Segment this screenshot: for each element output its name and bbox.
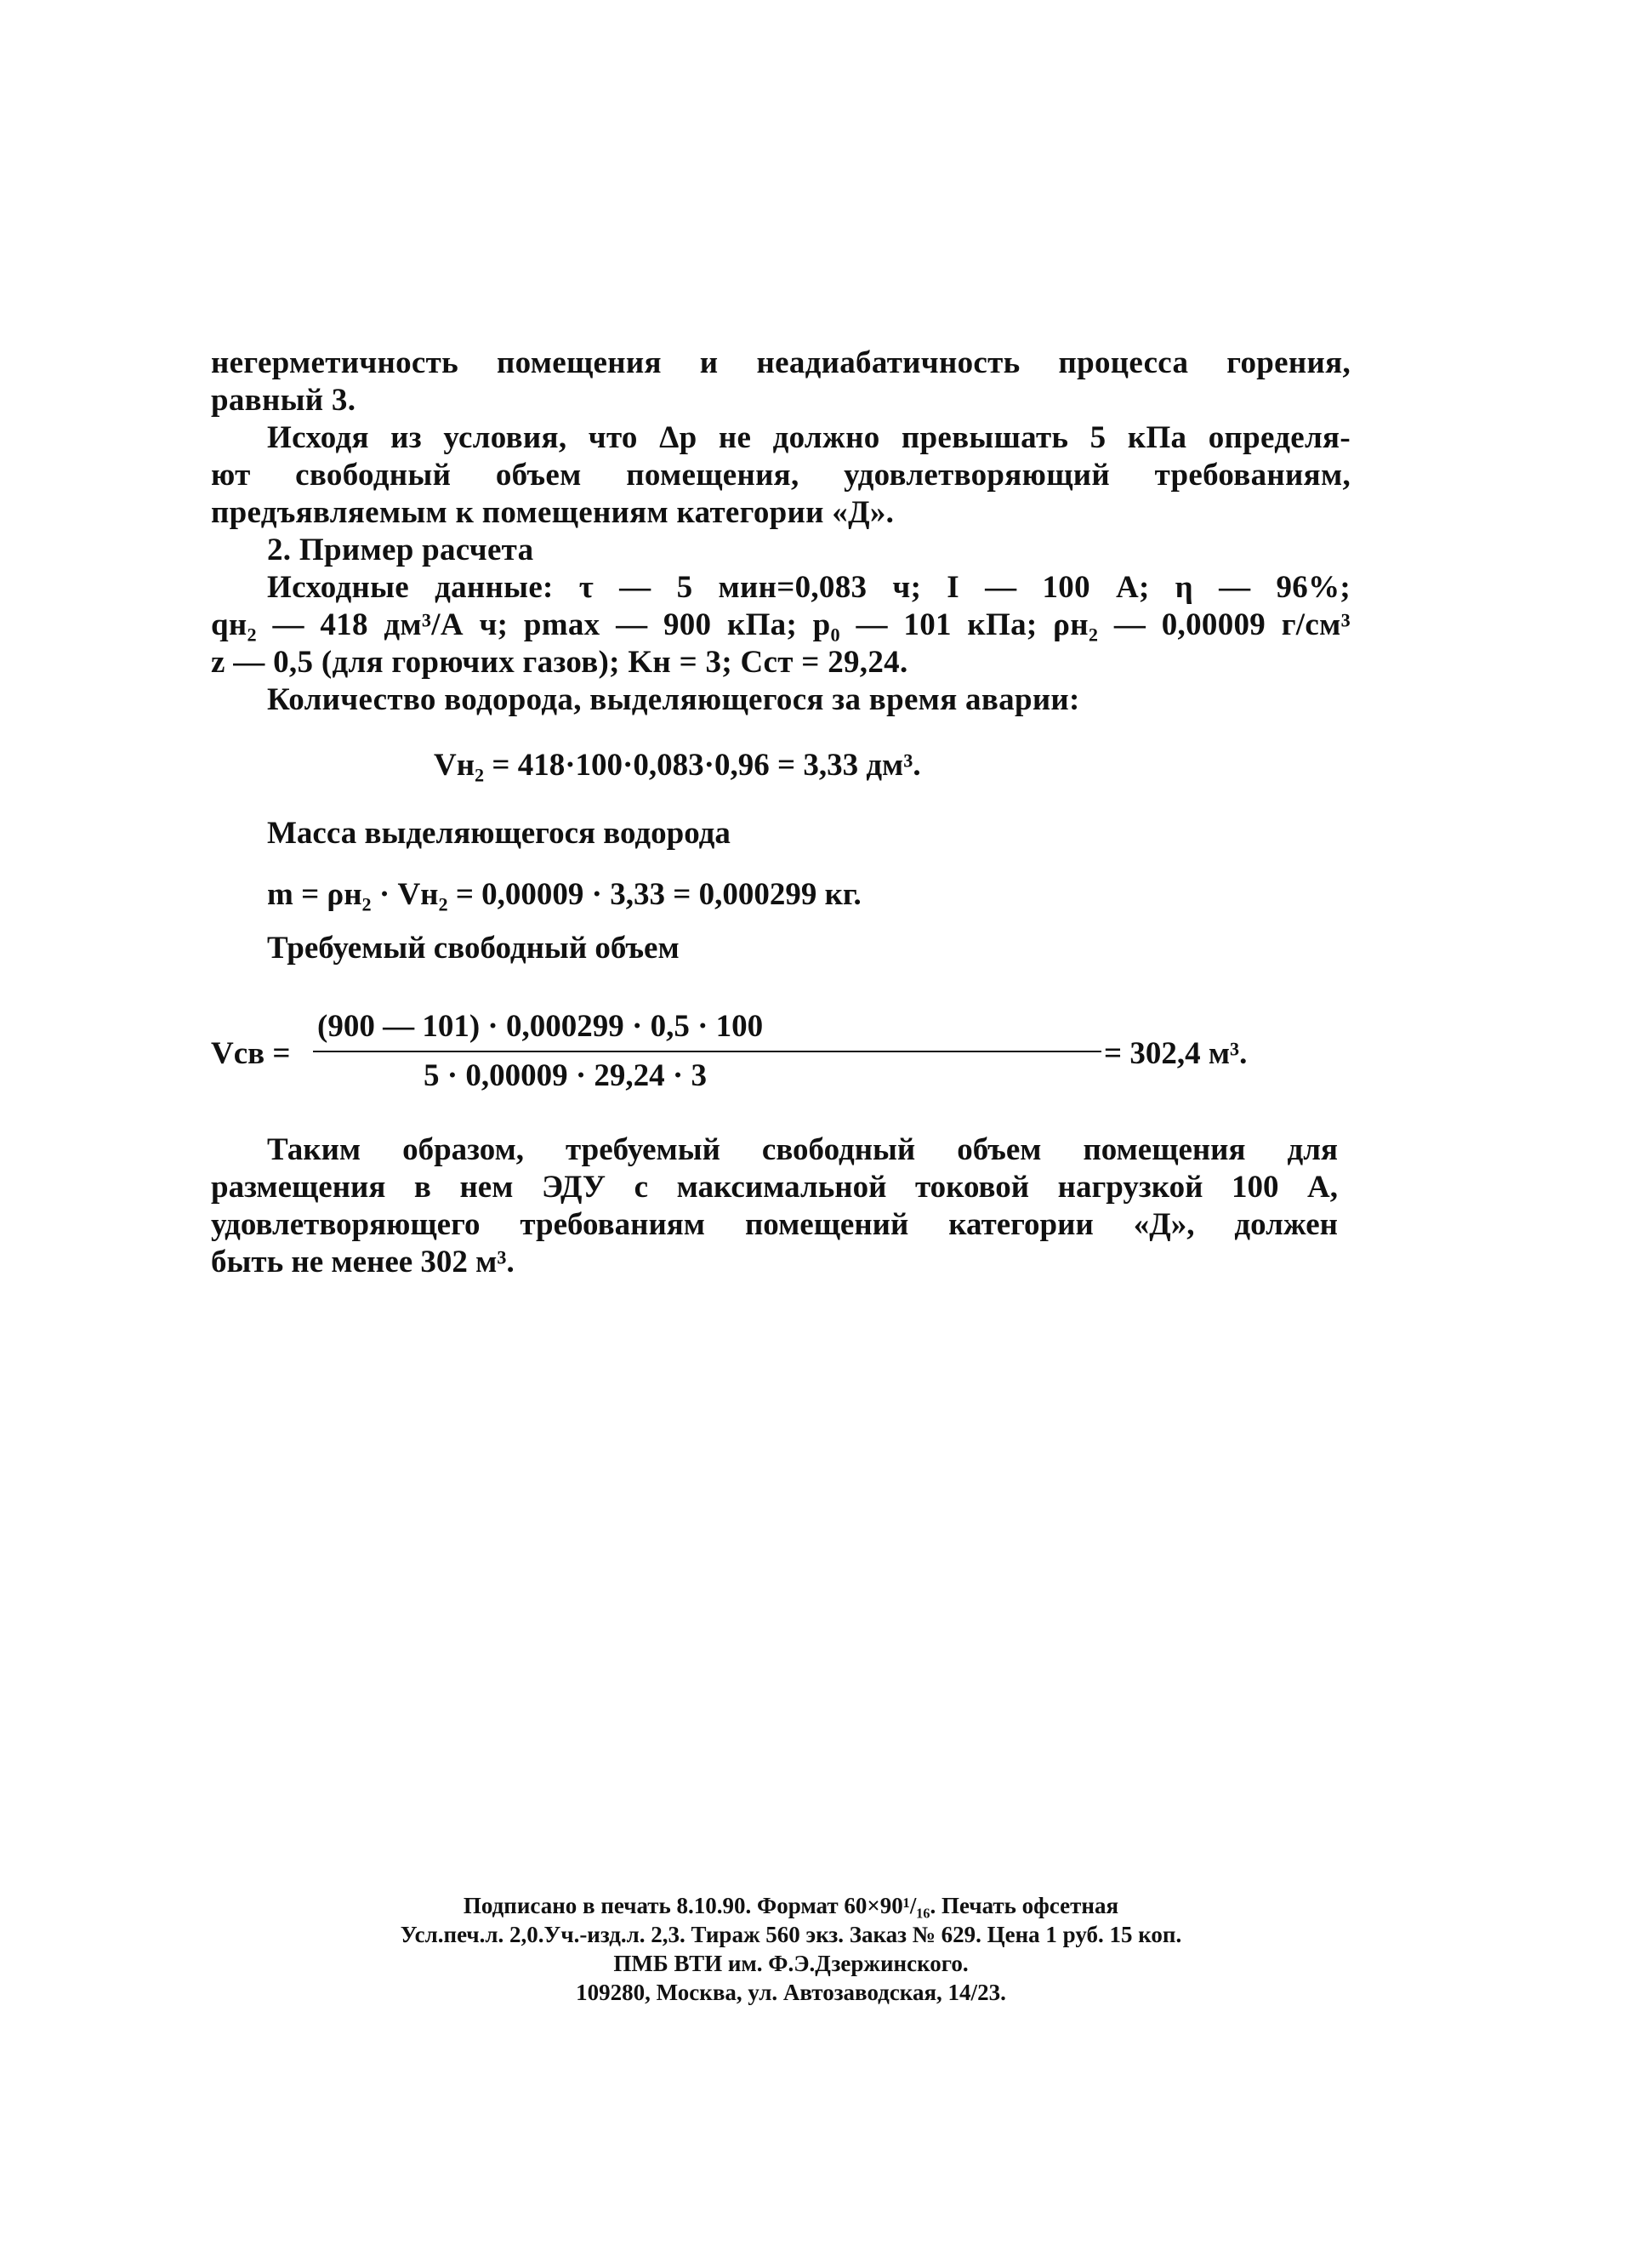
section-2-heading: 2. Пример расчета	[267, 533, 534, 567]
colophon-line-4: 109280, Москва, ул. Автозаводская, 14/23.	[576, 1980, 1006, 2005]
hydrogen-amount-label: Количество водорода, выделяющегося за время аварии:	[267, 682, 1080, 717]
formula-numerator: (900 — 101) · 0,000299 · 0,5 · 100	[317, 1009, 764, 1044]
conclusion-line-1: Таким образом, требуемый свободный объем помещения для	[267, 1132, 1338, 1167]
formula-result: = 302,4 м³.	[1104, 1036, 1248, 1071]
colophon-line-3: ПМБ ВТИ им. Ф.Э.Дзержинского.	[613, 1951, 969, 1976]
paragraph-2-line-1: Исходя из условия, что Δр не должно превышать 5 кПа определя-	[267, 420, 1351, 455]
conclusion-paragraph	[211, 1131, 1338, 1281]
hydrogen-volume-equation: Vн₂ = 418·100·0,083·0,96 = 3,33 дм³.	[434, 748, 921, 783]
mass-equation: m = ρн₂ · Vн₂ = 0,00009 · 3,33 = 0,000299 кг.	[267, 877, 862, 912]
conclusion-line-3: удовлетворяющего требованиям помещений категории «Д», должен	[211, 1207, 1338, 1242]
fraction-bar	[313, 1051, 1101, 1052]
formula-lhs: Vсв =	[211, 1036, 291, 1071]
paragraph-1-line-1: негерметичность помещения и неадиабатичность процесса горения,	[211, 345, 1351, 380]
paragraph-2-line-3: предъявляемым к помещениям категории «Д».	[211, 495, 895, 530]
input-data-line-2: qн₂ — 418 дм³/А ч; pmax — 900 кПа; p₀ — 101 кПа; ρн₂ — 0,00009 г/см³	[211, 607, 1351, 642]
formula-denominator: 5 · 0,00009 · 29,24 · 3	[424, 1058, 708, 1093]
imprint-colophon	[238, 1891, 1344, 2007]
input-data-line-1: Исходные данные: τ — 5 мин=0,083 ч; I — 100 А; η — 96%;	[267, 570, 1351, 605]
colophon-line-2: Усл.печ.л. 2,0.Уч.-изд.л. 2,3. Тираж 560 экз. Заказ № 629. Цена 1 руб. 15 коп.	[400, 1922, 1182, 1947]
input-data-line-3: z — 0,5 (для горючих газов); Kн = 3; Cст = 29,24.	[211, 645, 908, 680]
conclusion-line-4: быть не менее 302 м³.	[211, 1245, 515, 1279]
colophon-line-1: Подписано в печать 8.10.90. Формат 60×90¹/₁₆. Печать офсетная	[463, 1893, 1119, 1918]
conclusion-line-2: размещения в нем ЭДУ с максимальной токовой нагрузкой 100 А,	[211, 1170, 1338, 1205]
required-volume-label: Требуемый свободный объем	[267, 931, 680, 966]
paragraph-2-line-2: ют свободный объем помещения, удовлетворяющий требованиям,	[211, 458, 1351, 493]
body-text-block	[211, 345, 1351, 719]
paragraph-1-line-2: равный 3.	[211, 383, 356, 418]
mass-label: Масса выделяющегося водорода	[267, 816, 731, 851]
